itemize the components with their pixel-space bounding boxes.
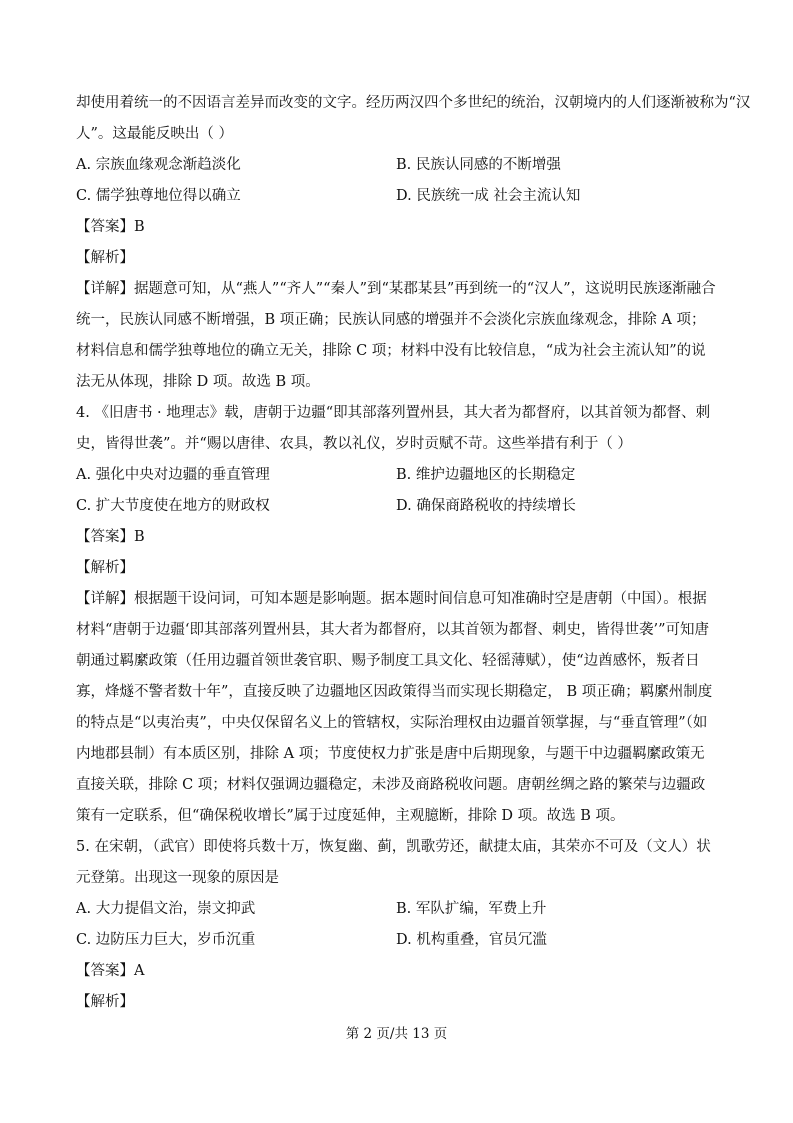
q3-options-row1 [76,150,716,181]
q3-analysis-label: 【解析】 [76,250,134,266]
q4-answer: 【答案】B [76,529,145,545]
q4-option-d: D. 确保商路税收的持续增长 [396,498,576,514]
q5-option-c: C. 边防压力巨大，岁币沉重 [76,932,256,948]
document-body [76,88,751,1018]
q3-stem-line1: 却使用着统一的不因语言差异而改变的文字。经历两汉四个多世纪的统治，汉朝境内的人们逐渐被称为“汉 [76,95,751,111]
q5-answer: 【答案】A [76,963,145,979]
q3-options-row2 [76,181,716,212]
q3-option-b: B. 民族认同感的不断增强 [396,157,561,173]
q3-answer: 【答案】B [76,219,145,235]
q4-option-b: B. 维护边疆地区的长期稳定 [396,467,576,483]
q4-options-row1 [76,460,716,491]
q5-analysis-label: 【解析】 [76,994,134,1010]
q4-analysis-label: 【解析】 [76,560,134,576]
q5-stem: 5. 在宋朝，（武官）即使将兵数十万，恢复幽、蓟，凯歌劳还，献捷太庙，其荣亦不可及（文人）状元登第。出现这一现象的原因是 [76,839,711,886]
q5-options-row2 [76,925,716,956]
q3-option-d: D. 民族统一成 社会主流认知 [396,188,581,204]
q4-detail: 【详解】根据题干设问词，可知本题是影响题。据本题时间信息可知准确时空是唐朝（中国）。根据材料“唐朝于边疆‘即其部落列置州县，其大者为都督府，以其首领为都督、刺史，皆得世袭’”可知唐朝通过羁縻政策（任用边疆首领世袭官职、赐予制度工具文化、轻徭薄赋），使“边酋感怀，叛者日寡，烽燧不警者数十年”，直接反映了边疆地区因政策得当而实现长期稳定， B 项正确；羁縻州制度的特点是“以夷治夷”，中央仅保留名义上的管辖权，实际治理权由边疆首领掌握，与“垂直管理”（如内地郡县制）有本质区别，排除 A 项；节度使权力扩张是唐中后期现象，与题干中边疆羁縻政策无直接关联，排除 C 项；材料仅强调边疆稳定，未涉及商路税收问题。唐朝丝绸之路的繁荣与边疆政策有一定联系，但“确保税收增长”属于过度延伸，主观臆断，排除 D 项。故选 B 项。 [76,591,713,824]
q4-options-row2 [76,491,716,522]
q5-option-d: D. 机构重叠，官员冗滥 [396,932,547,948]
q3-option-c: C. 儒学独尊地位得以确立 [76,188,241,204]
q5-options-row1 [76,894,716,925]
q3-stem-line2: 人”。这最能反映出（ ） [76,126,234,142]
q3-option-a: A. 宗族血缘观念渐趋淡化 [76,157,241,173]
q4-stem: 4. 《旧唐书 · 地理志》载，唐朝于边疆“即其部落列置州县，其大者为都督府，以其首领为都督、刺史，皆得世袭”。并“赐以唐律、农具，教以礼仪，岁时贡赋不苛。这些举措有利于（ ） [76,405,711,452]
q4-option-c: C. 扩大节度使在地方的财政权 [76,498,270,514]
q4-option-a: A. 强化中央对边疆的垂直管理 [76,467,270,483]
q5-option-b: B. 军队扩编，军费上升 [396,901,547,917]
q5-option-a: A. 大力提倡文治，崇文抑武 [76,901,256,917]
q3-detail: 【详解】据题意可知，从“燕人”“齐人”“秦人”到“某郡某县”再到统一的“汉人”，这说明民族逐渐融合统一，民族认同感不断增强，B 项正确；民族认同感的增强并不会淡化宗族血缘观念，排除 A 项；材料信息和儒学独尊地位的确立无关，排除 C 项；材料中没有比较信息，“成为社会主流认知”的说法无从体现，排除 D 项。故选 B 项。 [76,281,716,390]
page-footer: 第 2 页/共 13 页 [345,1026,448,1042]
